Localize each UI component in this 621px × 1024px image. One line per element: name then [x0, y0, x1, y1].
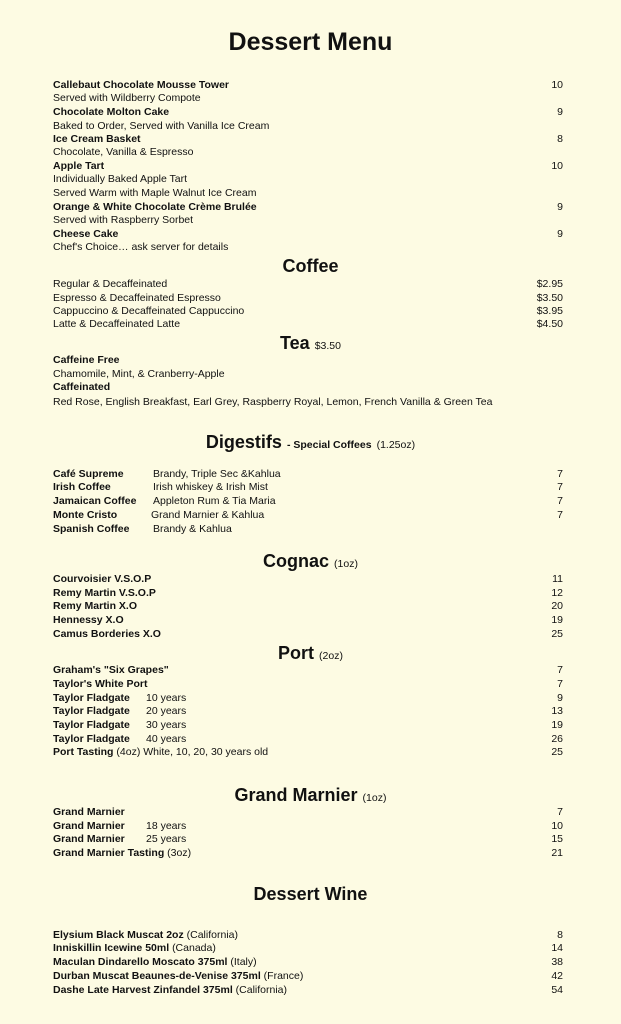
item-desc: Baked to Order, Served with Vanilla Ice Cream — [53, 120, 270, 132]
item-name: Remy Martin V.S.O.P — [53, 587, 156, 599]
item-desc: Chef's Choice… ask server for details — [53, 241, 229, 253]
item-name: Taylor's White Port — [53, 678, 148, 690]
item-name: Taylor Fladgate — [53, 692, 130, 704]
item-name: Hennessy X.O — [53, 614, 124, 626]
cognac-heading — [0, 551, 621, 572]
coffee-item — [53, 292, 563, 305]
item-name: Espresso & Decaffeinated Espresso — [53, 292, 221, 304]
wine-item — [53, 942, 563, 955]
item-desc: Grand Marnier & Kahlua — [151, 509, 265, 521]
item-price: 20 — [551, 600, 563, 612]
item-price: 19 — [551, 614, 563, 626]
cognac-item — [53, 614, 563, 627]
dessert-wine-heading: Dessert Wine — [253, 884, 368, 904]
item-name: Irish Coffee — [53, 481, 111, 493]
item-price: 7 — [557, 806, 563, 818]
item-price: 10 — [551, 79, 563, 91]
tea-list — [53, 368, 563, 381]
tea-label — [53, 354, 563, 367]
tea-price: $3.50 — [314, 340, 341, 352]
item-price: 15 — [551, 833, 563, 845]
item-name: Courvoisier V.S.O.P — [53, 573, 152, 585]
menu-item — [53, 133, 563, 146]
item-price: 25 — [551, 746, 563, 758]
digestifs-subheading: - Special Coffees — [286, 439, 372, 451]
port-item — [53, 705, 563, 718]
item-price: $4.50 — [536, 318, 563, 330]
item-age: 25 years — [146, 833, 187, 845]
port-item — [53, 664, 563, 677]
digestifs-size: (1.25oz) — [376, 439, 416, 451]
item-name: Graham's "Six Grapes" — [53, 664, 169, 676]
tea-heading — [0, 333, 621, 354]
coffee-item — [53, 278, 563, 291]
coffee-heading: Coffee — [282, 256, 339, 276]
item-description — [53, 187, 563, 200]
item-price: 7 — [557, 495, 563, 507]
item-name: Remy Martin X.O — [53, 600, 138, 612]
item-description — [53, 214, 563, 227]
wine-item — [53, 984, 563, 997]
cognac-title: Cognac — [263, 551, 330, 571]
item-price: 7 — [557, 678, 563, 690]
item-name: Taylor Fladgate — [53, 719, 130, 731]
item-name: Maculan Dindarello Moscato 375ml — [53, 956, 228, 968]
item-name: Spanish Coffee — [53, 523, 130, 535]
item-name: Apple Tart — [53, 160, 105, 172]
port-heading — [0, 643, 621, 664]
grand-marnier-item — [53, 833, 563, 846]
grand-marnier-item — [53, 820, 563, 833]
item-name: Inniskillin Icewine 50ml — [53, 942, 170, 954]
item-name: Monte Cristo — [53, 509, 118, 521]
grand-marnier-heading — [0, 785, 621, 806]
item-age: 10 years — [146, 692, 187, 704]
item-desc: Served Warm with Maple Walnut Ice Cream — [53, 187, 257, 199]
item-price: 9 — [557, 201, 563, 213]
item-description — [53, 241, 563, 254]
cognac-size: (1oz) — [334, 558, 358, 570]
menu-item — [53, 201, 563, 214]
item-name: Regular & Decaffeinated — [53, 278, 168, 290]
item-price: 10 — [551, 820, 563, 832]
digestif-item — [53, 468, 563, 481]
cognac-item — [53, 587, 563, 600]
item-desc: Individually Baked Apple Tart — [53, 173, 188, 185]
item-price: $2.95 — [536, 278, 563, 290]
item-price: 19 — [551, 719, 563, 731]
item-desc: Appleton Rum & Tia Maria — [153, 495, 276, 507]
caffeinated-label: Caffeinated — [53, 381, 111, 393]
menu-item — [53, 228, 563, 241]
item-name: Durban Muscat Beaunes-de-Venise 375ml — [53, 970, 261, 982]
tea-label — [53, 381, 563, 394]
port-item — [53, 678, 563, 691]
grand-marnier-item — [53, 806, 563, 819]
item-name: Grand Marnier — [53, 820, 125, 832]
cognac-item — [53, 573, 563, 586]
item-name: Grand Marnier — [53, 833, 125, 845]
tea-list — [53, 396, 563, 409]
digestif-item — [53, 509, 563, 522]
port-tasting — [53, 746, 563, 759]
item-name: Grand Marnier — [53, 806, 125, 818]
port-item — [53, 733, 563, 746]
item-price: $3.95 — [536, 305, 563, 317]
item-name: Camus Borderies X.O — [53, 628, 161, 640]
caffeine-free-label: Caffeine Free — [53, 354, 120, 366]
item-desc: Chocolate, Vanilla & Espresso — [53, 146, 194, 158]
item-age: 18 years — [146, 820, 187, 832]
item-price: 8 — [557, 929, 563, 941]
item-price: 7 — [557, 664, 563, 676]
item-name: Cappuccino & Decaffeinated Cappuccino — [53, 305, 245, 317]
port-size: (2oz) — [319, 650, 343, 662]
port-item — [53, 692, 563, 705]
item-name: Grand Marnier Tasting — [53, 847, 165, 859]
item-description — [53, 120, 563, 133]
item-desc: (3oz) — [167, 847, 192, 859]
digestifs-title: Digestifs — [205, 432, 282, 452]
digestif-item — [53, 481, 563, 494]
digestifs-heading — [0, 432, 621, 453]
item-origin: (Italy) — [230, 956, 257, 968]
item-price: 12 — [551, 587, 563, 599]
item-age: 30 years — [146, 719, 187, 731]
coffee-item — [53, 305, 563, 318]
coffee-item — [53, 318, 563, 331]
item-desc: Served with Raspberry Sorbet — [53, 214, 194, 226]
item-name: Latte & Decaffeinated Latte — [53, 318, 181, 330]
item-origin: (Canada) — [172, 942, 216, 954]
item-price: 21 — [551, 847, 563, 859]
item-name: Taylor Fladgate — [53, 705, 130, 717]
item-name: Elysium Black Muscat 2oz — [53, 929, 184, 941]
item-price: 7 — [557, 509, 563, 521]
item-age: 40 years — [146, 733, 187, 745]
item-origin: (France) — [263, 970, 304, 982]
item-name: Café Supreme — [53, 468, 124, 480]
wine-item — [53, 929, 563, 942]
item-description — [53, 92, 563, 105]
wine-item — [53, 956, 563, 969]
item-desc: (4oz) White, 10, 20, 30 years old — [116, 746, 269, 758]
item-origin: (California) — [186, 929, 238, 941]
item-price: 38 — [551, 956, 563, 968]
item-price: 14 — [551, 942, 563, 954]
item-name: Taylor Fladgate — [53, 733, 130, 745]
item-price: 25 — [551, 628, 563, 640]
item-price: 54 — [551, 984, 563, 996]
port-title: Port — [278, 643, 315, 663]
item-age: 20 years — [146, 705, 187, 717]
item-description — [53, 146, 563, 159]
menu-item — [53, 106, 563, 119]
item-price: 42 — [551, 970, 563, 982]
item-name: Port Tasting — [53, 746, 114, 758]
menu-item — [53, 79, 563, 92]
item-price: 9 — [557, 228, 563, 240]
caffeine-free-list: Chamomile, Mint, & Cranberry-Apple — [53, 368, 225, 380]
item-desc: Brandy, Triple Sec &Kahlua — [153, 468, 281, 480]
grand-marnier-tasting — [53, 847, 563, 860]
grand-marnier-title: Grand Marnier — [234, 785, 358, 805]
cognac-item — [53, 628, 563, 641]
item-desc: Irish whiskey & Irish Mist — [153, 481, 268, 493]
item-name: Callebaut Chocolate Mousse Tower — [53, 79, 230, 91]
item-name: Orange & White Chocolate Crème Brulée — [53, 201, 257, 213]
item-price: $3.50 — [536, 292, 563, 304]
item-price: 13 — [551, 705, 563, 717]
item-price: 26 — [551, 733, 563, 745]
menu-item — [53, 160, 563, 173]
item-price: 10 — [551, 160, 563, 172]
item-price: 9 — [557, 106, 563, 118]
page-title: Dessert Menu — [228, 28, 393, 56]
tea-title: Tea — [280, 333, 310, 353]
caffeinated-list: Red Rose, English Breakfast, Earl Grey, Raspberry Royal, Lemon, French Vanilla & Green Tea — [53, 396, 493, 408]
wine-item — [53, 970, 563, 983]
item-name: Chocolate Molton Cake — [53, 106, 170, 118]
item-price: 7 — [557, 481, 563, 493]
cognac-item — [53, 600, 563, 613]
item-name: Dashe Late Harvest Zinfandel 375ml — [53, 984, 233, 996]
item-price: 7 — [557, 468, 563, 480]
grand-marnier-size: (1oz) — [362, 792, 387, 804]
item-name: Jamaican Coffee — [53, 495, 137, 507]
item-name: Ice Cream Basket — [53, 133, 141, 145]
item-desc: Brandy & Kahlua — [153, 523, 232, 535]
item-price: 9 — [557, 692, 563, 704]
digestif-item — [53, 523, 563, 536]
item-price: 11 — [552, 573, 563, 585]
port-item — [53, 719, 563, 732]
item-name: Cheese Cake — [53, 228, 119, 240]
item-description — [53, 173, 563, 186]
item-desc: Served with Wildberry Compote — [53, 92, 201, 104]
digestif-item — [53, 495, 563, 508]
item-price: 8 — [557, 133, 563, 145]
item-origin: (California) — [235, 984, 288, 996]
